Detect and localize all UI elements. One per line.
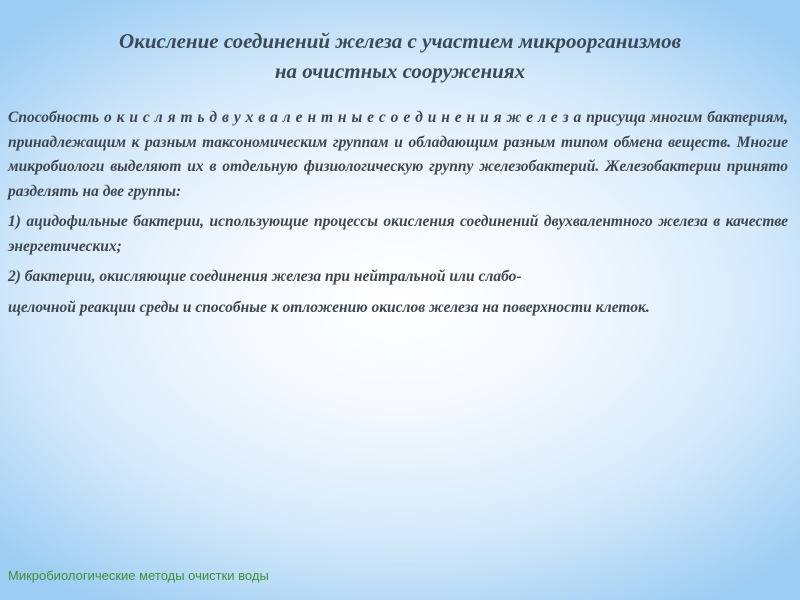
slide-title-line-1: Окисление соединений железа с участием микроорганизмов — [119, 29, 681, 53]
slide-body — [8, 106, 788, 320]
paragraph-group-2-start: 2) бактерии, окисляющие соединения железа при нейтральной или слабо- — [8, 268, 522, 285]
paragraph-group-2-end: щелочной реакции среды и способные к отложению окислов железа на поверхности клеток. — [8, 298, 650, 316]
slide-title-line-2: на очистных сооружениях — [274, 59, 526, 83]
paragraph-group-1: 1) ацидофильные бактерии, использующие процессы окисления соединений двухвалентного железа в качестве энергетических; — [8, 213, 788, 255]
slide-footer: Микробиологические методы очистки воды — [8, 568, 269, 583]
slide-title — [20, 26, 780, 86]
paragraph-intro: Способность о к и с л я т ь д в у х в а л е н т н ы е с о е д и н е н и я ж е л е з а присуща многим бактериям, принадлежащим к разным таксономическим группам и обладающим разным типом обмена веществ. Многие микробиологи выделяют их в отдельную физиологическую группу железобактерий. Железобактерии принято разделять на две группы: — [8, 109, 788, 200]
